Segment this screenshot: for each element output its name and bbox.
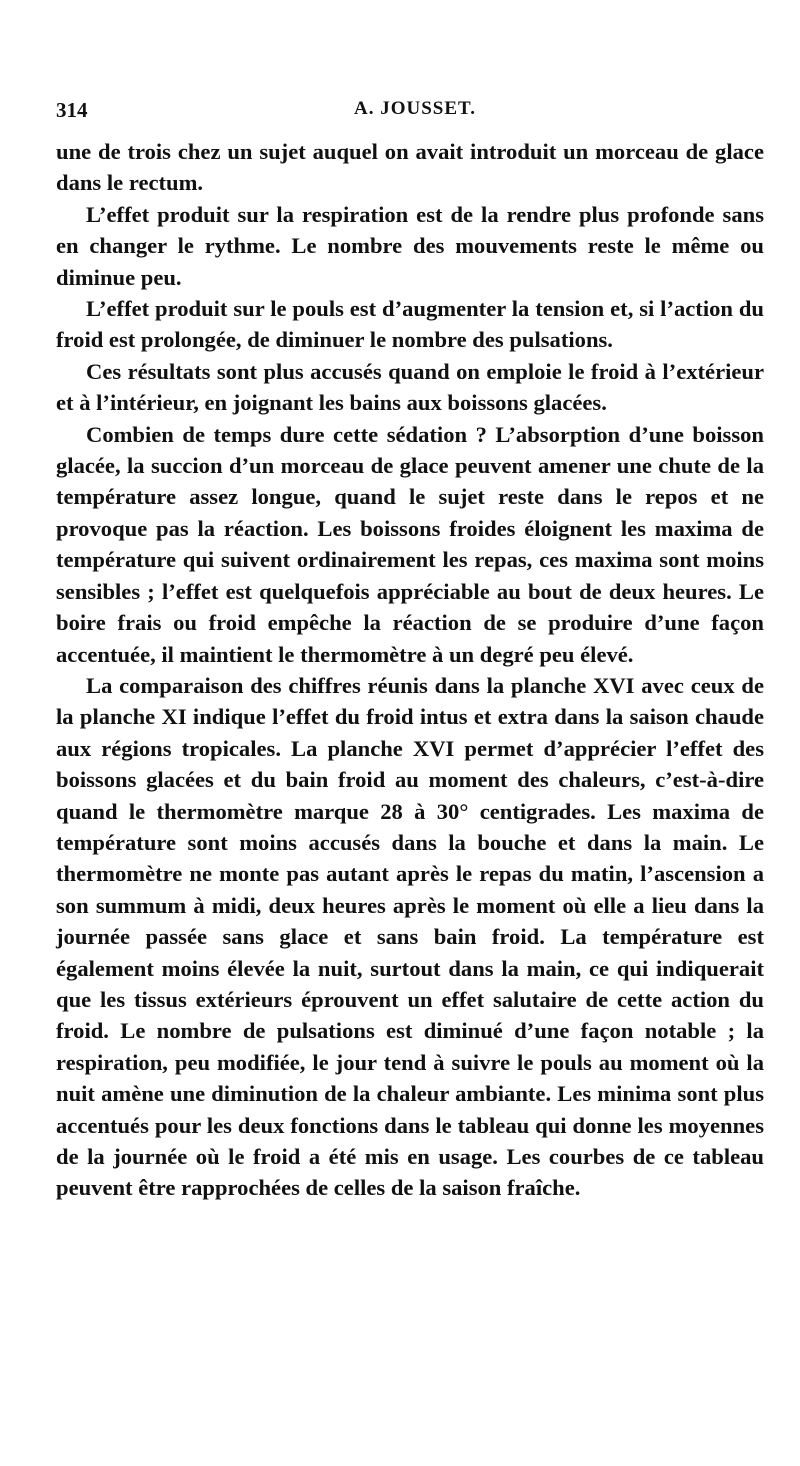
- paragraph: L’effet produit sur la respiration est de la rendre plus profonde sans en changer le rythme. Le nombre des mouvements reste le même ou diminue peu.: [56, 201, 764, 290]
- page-header: [56, 98, 756, 128]
- page-number: 314: [56, 98, 88, 122]
- paragraph: L’effet produit sur le pouls est d’augmenter la tension et, si l’action du froid est prolongée, de diminuer le nombre des pulsations.: [56, 296, 764, 353]
- paragraph: Combien de temps dure cette sédation ? L’absorption d’une boisson glacée, la succion d’un morceau de glace peuvent amener une chute de la température assez longue, quand le sujet reste dans le repos et ne provoque pas la réaction. Les boissons froides éloignent les maxima de température qui suivent ordinairement les repas, ces maxima sont moins sensibles ; l’effet est quelquefois appréciable au bout de deux heures. Le boire frais ou froid empêche la réaction de se produire d’une façon accentuée, il maintient le thermomètre à un degré peu élevé.: [56, 421, 764, 667]
- paragraph: Ces résultats sont plus accusés quand on emploie le froid à l’extérieur et à l’intérieur, en joignant les bains aux boissons glacées.: [56, 358, 764, 416]
- body-text: [56, 136, 764, 1204]
- paragraph: une de trois chez un sujet auquel on avait introduit un morceau de glace dans le rectum.: [56, 139, 764, 196]
- paragraph: La comparaison des chiffres réunis dans la planche XVI avec ceux de la planche XI indique l’effet du froid intus et extra dans la saison chaude aux régions tropicales. La planche XVI permet d’apprécier l’effet des boissons glacées et du bain froid au moment des chaleurs, c’est-à-dire quand le thermomètre marque 28 à 30° centigrades. Les maxima de température sont moins accusés dans la bouche et dans la main. Le thermomètre ne monte pas autant après le repas du matin, l’ascension a son summum à midi, deux heures après le moment où elle a lieu dans la journée passée sans glace et sans bain froid. La température est également moins élevée la nuit, surtout dans la main, ce qui indiquerait que les tissus extérieurs éprouvent un effet salutaire de cette action du froid. Le nombre de pulsations est diminué d’une façon notable ; la respiration, peu modifiée, le jour tend à suivre le pouls au moment où la nuit amène une diminution de la chaleur ambiante. Les minima sont plus accentués pour les deux fonctions dans le tableau qui donne les moyennes de la journée où le froid a été mis en usage. Les courbes de ce tableau peuvent être rapprochées de celles de la saison fraîche.: [56, 672, 764, 1201]
- running-head: A. JOUSSET.: [354, 98, 477, 119]
